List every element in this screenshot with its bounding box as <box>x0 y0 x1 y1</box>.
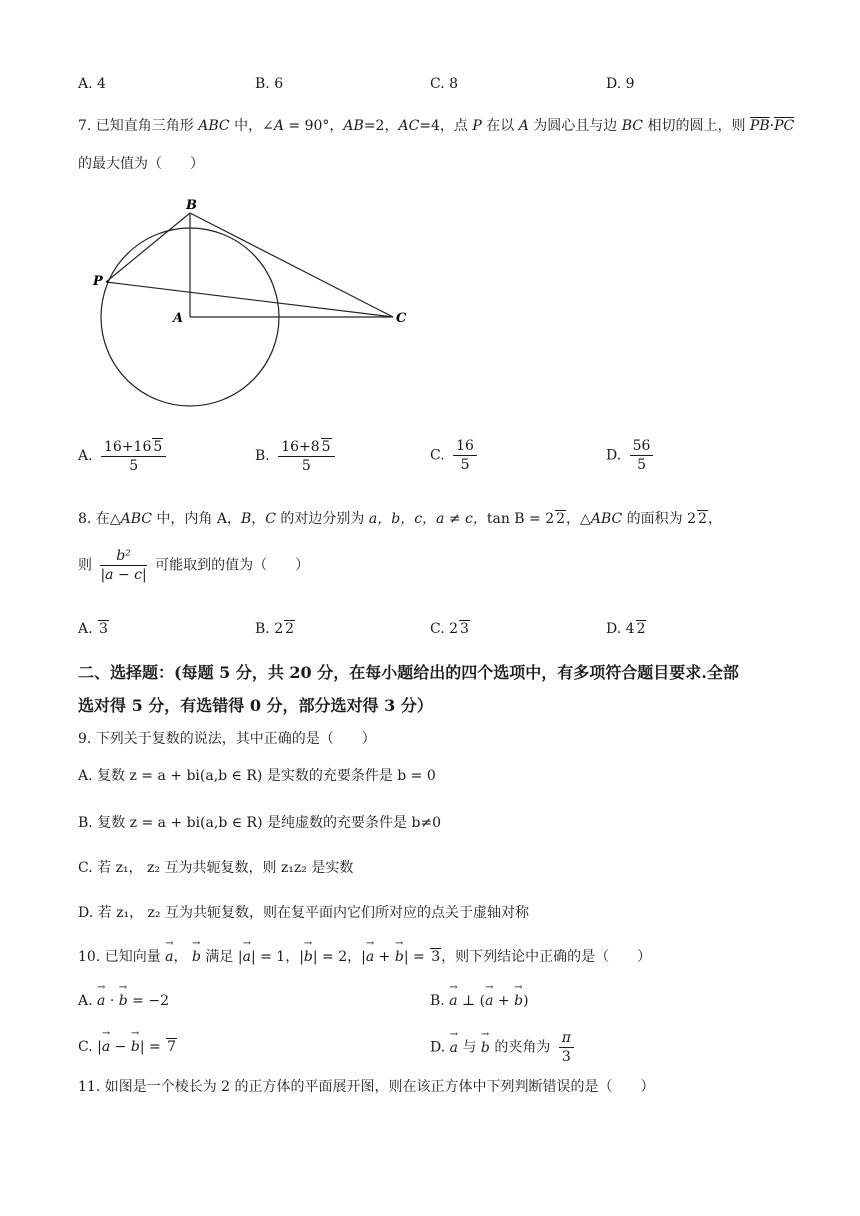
q7-figure <box>85 195 415 415</box>
q6-option-a: A. 4 <box>78 76 106 92</box>
q9-option-d: D. 若 z₁， z₂ 互为共轭复数，则在复平面内它们所对应的点关于虚轴对称 <box>78 905 529 921</box>
q7-option-c: C. $\frac{16}{5}$ <box>430 438 481 473</box>
q7-stem-line1: 7. 已知直角三角形 ABC 中，∠A = 90°，AB=2，AC=4，点 P 在以 A 为圆心且与边 BC 相切的圆上，则 $\overline{PB}\cdot\overline{PC}$ <box>78 118 795 134</box>
q8-option-b: B. 2 2 <box>255 621 295 637</box>
segment-pc <box>106 282 393 317</box>
q8-stem-line1: 8. 在△ABC 中，内角 A，B，C 的对边分别为 a，b，c，a ≠ c，tan B = 2 2，△ABC 的面积为 2 2， <box>78 511 722 527</box>
q10-option-d: D. → a 与 → b 的夹角为 $\frac{\pi}{3}$ <box>430 1030 578 1065</box>
segment-bc <box>190 213 393 317</box>
q9-option-c: C. 若 z₁， z₂ 互为共轭复数，则 z₁z₂ 是实数 <box>78 860 354 876</box>
q9-option-a: A. 复数 z = a + bi(a,b ∈ R) 是实数的充要条件是 b = 0 <box>78 768 436 784</box>
q10-option-c: C. |→ a − → b| = 7 <box>78 1038 177 1055</box>
q11-stem: 11. 如图是一个棱长为 2 的正方体的平面展开图，则在该正方体中下列判断错误的是（ ） <box>78 1079 655 1095</box>
section2-heading-line2: 选对得 5 分，有选错得 0 分，部分选对得 3 分） <box>78 696 433 715</box>
q9-stem: 9. 下列关于复数的说法，其中正确的是（ ） <box>78 731 376 747</box>
q7-option-b: B. $\frac{16+8 5}{5}$ <box>255 438 339 474</box>
label-a: A <box>173 311 184 326</box>
q8-option-d: D. 4 2 <box>606 621 646 637</box>
q7-option-d: D. $\frac{56}{5}$ <box>606 438 657 473</box>
q6-option-c: C. 8 <box>430 76 459 92</box>
label-c: C <box>396 311 407 326</box>
segment-pb <box>106 213 190 282</box>
q8-option-c: C. 2 3 <box>430 621 469 637</box>
q10-option-a: A. → a · → b = −2 <box>78 993 169 1009</box>
q8-stem-line2: 则 $\frac{\text{b²}}{|a - c|}$ 可能取到的值为（ ） <box>78 548 310 583</box>
q10-stem: 10. 已知向量 → a， → b 满足 |→ a| = 1，|→ b| = 2，|→ a + → b| = 3，则下列结论中正确的是（ ） <box>78 946 651 966</box>
q8-option-a: A. 3 <box>78 621 108 637</box>
q6-option-d: D. 9 <box>606 76 635 92</box>
q7-option-a: A. $\frac{16+16 5}{5}$ <box>78 438 170 474</box>
q6-option-b: B. 6 <box>255 76 284 92</box>
q10-option-b: B. → a ⊥ (→ a + → b) <box>430 993 529 1009</box>
label-p: P <box>93 274 103 289</box>
q7-stem-line2: 的最大值为（ ） <box>78 156 204 172</box>
label-b: B <box>186 198 197 213</box>
section2-heading-line1: 二、选择题：(每题 5 分，共 20 分，在每小题给出的四个选项中，有多项符合题目要求.全部 <box>78 663 739 682</box>
q9-option-b: B. 复数 z = a + bi(a,b ∈ R) 是纯虚数的充要条件是 b≠0 <box>78 815 442 831</box>
